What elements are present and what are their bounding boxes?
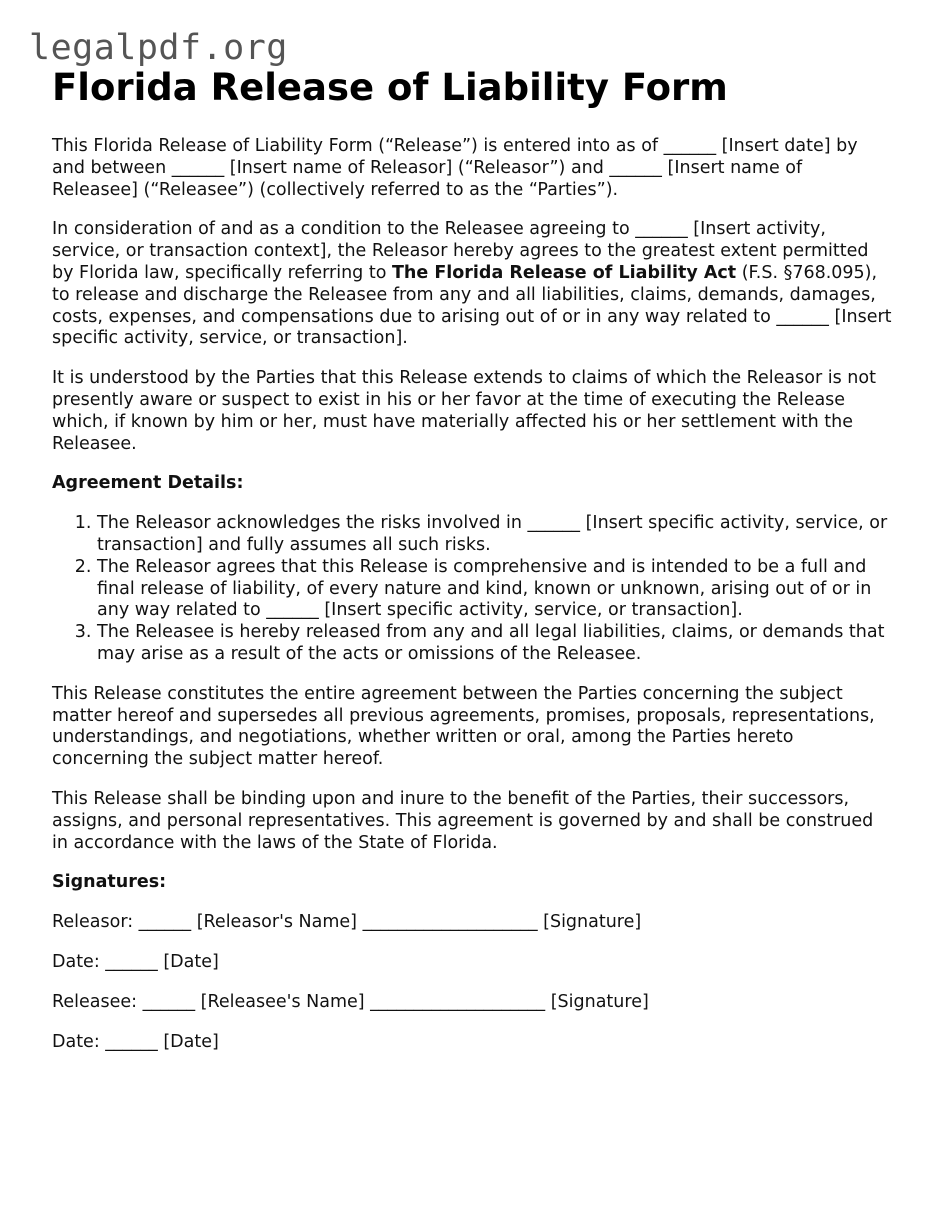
act-name: The Florida Release of Liability Act: [391, 262, 737, 283]
binding-paragraph: This Release shall be binding upon and inure to the benefit of the Parties, their successors, assigns, and personal representatives. This agreement is governed by and shall be construed in accordance with the laws of the State of Florida.: [52, 788, 874, 853]
document-body: [52, 66, 892, 1071]
releasor-date-line: Date: ______ [Date]: [52, 951, 219, 972]
document-title: Florida Release of Liability Form: [52, 66, 728, 109]
consideration-text-start: In consideration of and as a condition to the Releasee agreeing to ______ [Insert activity, service, or transaction context], the Releasor hereby agrees to the greatest extent permitted by Florida law, specifically referring to: [52, 219, 869, 283]
consideration-text-end: (F.S. §768.095), to release and discharge the Releasee from any and all liabilities, claims, demands, damages, costs, expenses, and compensations due to arising out of or in any way related to ______ [Insert specific activity, service, or transaction].: [52, 262, 892, 349]
releasee-date-line: Date: ______ [Date]: [52, 1031, 219, 1052]
releasor-signature-line: Releasor: ______ [Releasor's Name] ____________________ [Signature]: [52, 912, 642, 933]
understanding-paragraph: It is understood by the Parties that this Release extends to claims of which the Releasor is not presently aware or suspect to exist in his or her favor at the time of executing the Release which, if known by him or her, must have materially affected his or her settlement with the Releasee.: [52, 368, 876, 454]
consideration-paragraph: [52, 219, 892, 350]
list-item: 3. The Releasee is hereby released from any and all legal liabilities, claims, or demands that may arise as a result of the acts or omissions of the Releasee.: [97, 622, 892, 666]
list-item: 1. The Releasor acknowledges the risks involved in ______ [Insert specific activity, service, or transaction] and fully assumes all such risks.: [97, 513, 892, 557]
intro-paragraph: This Florida Release of Liability Form (“Release”) is entered into as of ______ [Insert date] by and between ______ [Insert name of Releasor] (“Releasor”) and ______ [Insert name of Releasee] (“Releasee”) (collectively referred to as the “Parties”).: [52, 136, 858, 200]
entire-agreement-paragraph: This Release constitutes the entire agreement between the Parties concerning the subject matter hereof and supersedes all previous agreements, promises, proposals, representations, understandings, and negotiations, whether written or oral, among the Parties hereto concerning the subject matter hereof.: [52, 683, 875, 770]
watermark-logo: legalpdf.org: [29, 28, 288, 68]
list-item: 2. The Releasor agrees that this Release is comprehensive and is intended to be a full and final release of liability, of every nature and kind, known or unknown, arising out of or in any way related to ______ [Insert specific activity, service, or transaction].: [97, 557, 892, 622]
agreement-details-heading: Agreement Details:: [52, 473, 244, 494]
signatures-heading: Signatures:: [52, 872, 167, 893]
agreement-details-list: [52, 513, 892, 666]
releasee-signature-line: Releasee: ______ [Releasee's Name] ____________________ [Signature]: [52, 991, 649, 1012]
